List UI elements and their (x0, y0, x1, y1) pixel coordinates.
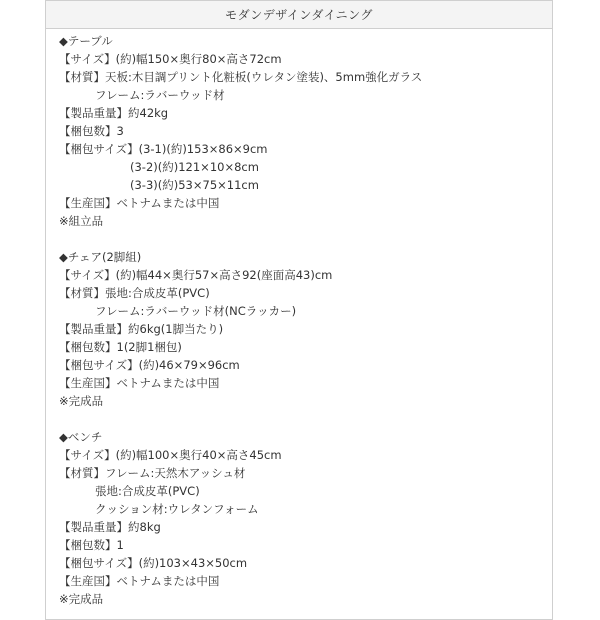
bench-weight: 【製品重量】約8kg (59, 520, 161, 534)
section-title-table: ◆テーブル (59, 34, 113, 48)
chair-package-size: 【梱包サイズ】(約)46×79×96cm (59, 358, 240, 372)
table-weight: 【製品重量】約42kg (59, 106, 169, 120)
chair-origin: 【生産国】ベトナムまたは中国 (59, 376, 220, 390)
chair-weight: 【製品重量】約6kg(1脚当たり) (59, 322, 224, 336)
bench-package-size: 【梱包サイズ】(約)103×43×50cm (59, 556, 248, 570)
bench-material-cushion: クッション材:ウレタンフォーム (95, 502, 259, 516)
table-package-size-1: 【梱包サイズ】(3-1)(約)153×86×9cm (59, 142, 268, 156)
chair-size: 【サイズ】(約)幅44×奥行57×高さ92(座面高43)cm (59, 268, 333, 282)
chair-package-count: 【梱包数】1(2脚1梱包) (59, 340, 182, 354)
spec-content (59, 32, 544, 608)
chair-note: ※完成品 (59, 394, 104, 408)
bench-material: 【材質】フレーム:天然木アッシュ材 (59, 466, 246, 480)
table-material-frame: フレーム:ラバーウッド材 (95, 88, 225, 102)
table-size: 【サイズ】(約)幅150×奥行80×高さ72cm (59, 52, 282, 66)
bench-note: ※完成品 (59, 592, 104, 606)
table-package-size-3: (3-3)(約)53×75×11cm (130, 178, 259, 192)
table-package-size-2: (3-2)(約)121×10×8cm (130, 160, 259, 174)
panel-header (46, 1, 552, 29)
chair-material: 【材質】張地:合成皮革(PVC) (59, 286, 210, 300)
bench-package-count: 【梱包数】1 (59, 538, 124, 552)
table-package-count: 【梱包数】3 (59, 124, 124, 138)
section-title-bench: ◆ベンチ (59, 430, 103, 444)
spec-panel (45, 0, 553, 620)
table-origin: 【生産国】ベトナムまたは中国 (59, 196, 220, 210)
section-title-chair: ◆チェア(2脚組) (59, 250, 142, 264)
table-note: ※組立品 (59, 214, 104, 228)
panel-title: モダンデザインダイニング (225, 8, 373, 22)
spacer (59, 230, 544, 248)
bench-size: 【サイズ】(約)幅100×奥行40×高さ45cm (59, 448, 282, 462)
chair-material-frame: フレーム:ラバーウッド材(NCラッカー) (95, 304, 297, 318)
bench-material-upholstery: 張地:合成皮革(PVC) (95, 484, 200, 498)
spacer (59, 410, 544, 428)
table-material: 【材質】天板:木目調プリント化粧板(ウレタン塗装)、5mm強化ガラス (59, 70, 423, 84)
bench-origin: 【生産国】ベトナムまたは中国 (59, 574, 220, 588)
